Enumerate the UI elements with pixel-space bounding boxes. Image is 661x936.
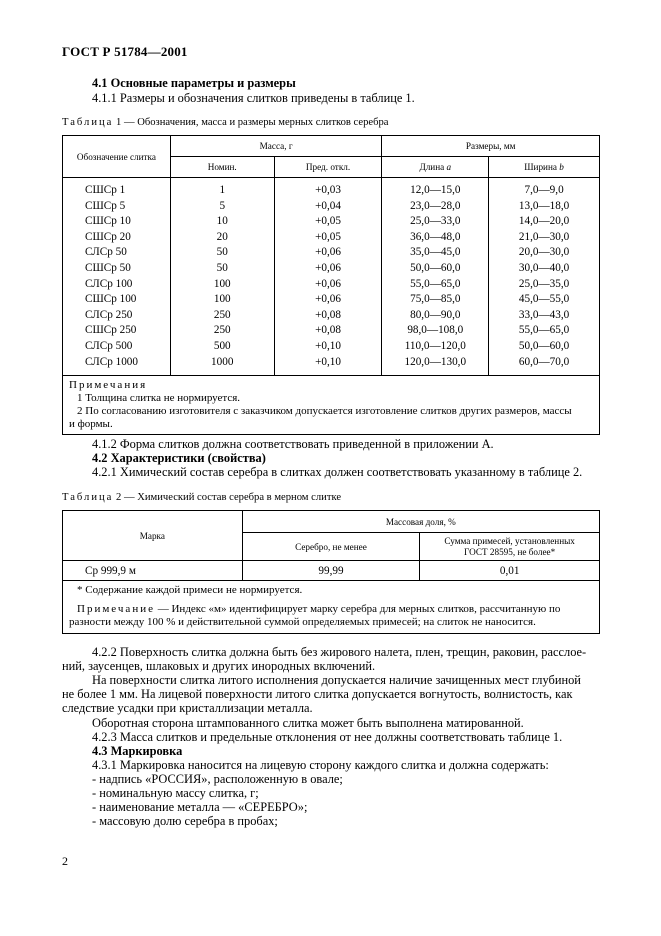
t1-header-tolerance: Пред. откл. bbox=[274, 157, 382, 178]
t2-cell-silver: 99,99 bbox=[242, 561, 420, 581]
para-4-2-2-line1: 4.2.2 Поверхность слитка должна быть без жирового налета, плен, трещин, раковин, расслое- bbox=[92, 645, 587, 659]
t1-cell-length: 55,0—65,0 bbox=[382, 277, 489, 293]
t1-cell-tolerance: +0,08 bbox=[274, 323, 382, 339]
t1-cell-width: 25,0—35,0 bbox=[489, 277, 600, 293]
bullet-item: - массовую долю серебра в пробах; bbox=[92, 814, 278, 828]
t1-cell-designation: СЛСр 500 bbox=[63, 339, 171, 355]
t1-cell-nominal: 20 bbox=[170, 230, 274, 246]
t2-note-line2: разности между 100 % и действительной суммой определяемых примесей; на слиток не наносится. bbox=[69, 616, 536, 628]
table-row bbox=[63, 308, 600, 324]
t1-cell-width: 20,0—30,0 bbox=[489, 245, 600, 261]
t1-cell-length: 50,0—60,0 bbox=[382, 261, 489, 277]
t1-cell-tolerance: +0,06 bbox=[274, 292, 382, 308]
t1-cell-length: 110,0—120,0 bbox=[382, 339, 489, 355]
t1-cell-designation: СЛСр 1000 bbox=[63, 355, 171, 376]
t2-footnote: * Содержание каждой примеси не нормируется. bbox=[77, 584, 303, 596]
t1-cell-width: 14,0—20,0 bbox=[489, 214, 600, 230]
table-row bbox=[63, 199, 600, 215]
t1-note-2a: 2 По согласованию изготовителя с заказчиком допускается изготовление слитков других размеров, массы bbox=[77, 405, 572, 418]
para-cast-line1: На поверхности слитка литого исполнения допускается наличие зачищенных мест глубиной bbox=[92, 673, 581, 687]
table-1 bbox=[62, 135, 600, 435]
t1-header-designation: Обозначение слитка bbox=[63, 136, 171, 178]
t1-cell-length: 36,0—48,0 bbox=[382, 230, 489, 246]
table-row bbox=[63, 339, 600, 355]
section-4-2-title: 4.2 Характеристики (свойства) bbox=[92, 451, 266, 465]
table-row bbox=[63, 292, 600, 308]
t1-cell-length: 80,0—90,0 bbox=[382, 308, 489, 324]
t2-header-mark: Марка bbox=[63, 511, 243, 561]
t2-header-impurities bbox=[420, 533, 600, 561]
t2-note-line1 bbox=[69, 603, 593, 616]
t1-cell-designation: СШСр 20 bbox=[63, 230, 171, 246]
t2-cell-mark: Ср 999,9 м bbox=[63, 561, 243, 581]
table-row bbox=[63, 277, 600, 293]
t1-notes-label: Примечания bbox=[69, 379, 148, 392]
document-header: ГОСТ Р 51784—2001 bbox=[62, 44, 188, 59]
t1-body bbox=[63, 178, 600, 376]
variable-letter: b bbox=[559, 162, 564, 172]
t2-note-text-a: — Индекс «м» идентифицирует марку серебра для мерных слитков, рассчитанную по bbox=[154, 603, 561, 615]
t1-cell-designation: СЛСр 100 bbox=[63, 277, 171, 293]
section-4-1-title: 4.1 Основные параметры и размеры bbox=[92, 76, 296, 90]
para-cast-line3: следствие усадки при кристаллизации металла. bbox=[62, 701, 313, 715]
t1-cell-length: 120,0—130,0 bbox=[382, 355, 489, 376]
t1-cell-width: 30,0—40,0 bbox=[489, 261, 600, 277]
t1-cell-tolerance: +0,04 bbox=[274, 199, 382, 215]
table2-caption-label: Таблица bbox=[62, 492, 114, 503]
t2-header-silver: Серебро, не менее bbox=[242, 533, 420, 561]
t1-cell-nominal: 50 bbox=[170, 245, 274, 261]
t1-cell-nominal: 50 bbox=[170, 261, 274, 277]
t1-cell-length: 12,0—15,0 bbox=[382, 178, 489, 199]
t1-cell-nominal: 100 bbox=[170, 292, 274, 308]
t1-cell-width: 7,0—9,0 bbox=[489, 178, 600, 199]
t1-cell-nominal: 1 bbox=[170, 178, 274, 199]
t1-cell-length: 75,0—85,0 bbox=[382, 292, 489, 308]
t1-cell-width: 55,0—65,0 bbox=[489, 323, 600, 339]
table-row bbox=[63, 261, 600, 277]
t1-cell-width: 33,0—43,0 bbox=[489, 308, 600, 324]
t1-notes bbox=[63, 376, 600, 435]
t1-header-nominal: Номин. bbox=[170, 157, 274, 178]
para-4-2-2-line2: ний, заусенцев, шлаковых и других инородных включений. bbox=[62, 659, 376, 673]
t1-cell-nominal: 250 bbox=[170, 323, 274, 339]
t1-cell-length: 25,0—33,0 bbox=[382, 214, 489, 230]
t2-header-impurities-line2: ГОСТ 28595, не более* bbox=[464, 546, 556, 557]
para-4-2-3: 4.2.3 Масса слитков и предельные отклонения от нее должны соответствовать таблице 1. bbox=[92, 730, 563, 744]
t1-cell-width: 60,0—70,0 bbox=[489, 355, 600, 376]
t1-header-width: Ширина b bbox=[489, 157, 600, 178]
table-row bbox=[63, 230, 600, 246]
t1-cell-designation: СЛСр 250 bbox=[63, 308, 171, 324]
page-number: 2 bbox=[62, 854, 68, 868]
t1-cell-designation: СШСр 50 bbox=[63, 261, 171, 277]
t1-cell-nominal: 250 bbox=[170, 308, 274, 324]
t1-cell-length: 98,0—108,0 bbox=[382, 323, 489, 339]
t1-cell-tolerance: +0,10 bbox=[274, 355, 382, 376]
table1-caption-text: 1 — Обозначения, масса и размеры мерных слитков серебра bbox=[116, 117, 389, 128]
t2-cell-impurities: 0,01 bbox=[420, 561, 600, 581]
t1-cell-designation: СШСр 100 bbox=[63, 292, 171, 308]
t1-cell-tolerance: +0,08 bbox=[274, 308, 382, 324]
para-cast-line2: не более 1 мм. На лицевой поверхности литого слитка допускается вогнутость, волнистость, как bbox=[62, 687, 573, 701]
t1-cell-tolerance: +0,06 bbox=[274, 277, 382, 293]
t1-note-2b: и формы. bbox=[69, 418, 113, 431]
table-row bbox=[63, 178, 600, 199]
t1-cell-nominal: 1000 bbox=[170, 355, 274, 376]
table1-caption bbox=[62, 117, 388, 128]
t2-header-mass-fraction: Массовая доля, % bbox=[242, 511, 599, 533]
t1-header-mass: Масса, г bbox=[170, 136, 382, 157]
t2-header-impurities-line1: Сумма примесей, установленных bbox=[444, 535, 575, 546]
bullet-item: - надпись «РОССИЯ», расположенную в овале; bbox=[92, 772, 343, 786]
t1-cell-tolerance: +0,06 bbox=[274, 261, 382, 277]
bullet-item: - наименование металла — «СЕРЕБРО»; bbox=[92, 800, 308, 814]
t1-cell-designation: СШСр 1 bbox=[63, 178, 171, 199]
t1-cell-nominal: 5 bbox=[170, 199, 274, 215]
t1-cell-tolerance: +0,06 bbox=[274, 245, 382, 261]
para-4-1-2: 4.1.2 Форма слитков должна соответствовать приведенной в приложении А. bbox=[92, 437, 494, 451]
t1-cell-tolerance: +0,05 bbox=[274, 214, 382, 230]
table2-caption bbox=[62, 492, 341, 503]
table-row bbox=[63, 323, 600, 339]
t1-cell-width: 13,0—18,0 bbox=[489, 199, 600, 215]
t1-note-1: 1 Толщина слитка не нормируется. bbox=[77, 392, 241, 405]
variable-letter: a bbox=[446, 162, 452, 172]
t1-cell-nominal: 100 bbox=[170, 277, 274, 293]
table-row bbox=[63, 214, 600, 230]
t2-note-label: Примечание bbox=[77, 603, 155, 615]
t2-notes bbox=[63, 581, 600, 634]
t1-cell-designation: СШСр 10 bbox=[63, 214, 171, 230]
t1-cell-designation: СЛСр 50 bbox=[63, 245, 171, 261]
t1-cell-length: 23,0—28,0 bbox=[382, 199, 489, 215]
t1-cell-tolerance: +0,05 bbox=[274, 230, 382, 246]
section-4-3-title: 4.3 Маркировка bbox=[92, 744, 183, 758]
t1-cell-designation: СШСр 5 bbox=[63, 199, 171, 215]
t1-cell-length: 35,0—45,0 bbox=[382, 245, 489, 261]
t1-cell-width: 50,0—60,0 bbox=[489, 339, 600, 355]
para-4-2-1: 4.2.1 Химический состав серебра в слитках должен соответствовать указанному в таблице 2. bbox=[92, 465, 583, 479]
para-4-3-1: 4.3.1 Маркировка наносится на лицевую сторону каждого слитка и должна содержать: bbox=[92, 758, 549, 772]
t1-cell-tolerance: +0,03 bbox=[274, 178, 382, 199]
t1-cell-nominal: 10 bbox=[170, 214, 274, 230]
t1-cell-designation: СШСр 250 bbox=[63, 323, 171, 339]
para-4-1-1: 4.1.1 Размеры и обозначения слитков приведены в таблице 1. bbox=[92, 91, 415, 105]
t1-cell-tolerance: +0,10 bbox=[274, 339, 382, 355]
table1-caption-label: Таблица bbox=[62, 117, 114, 128]
t1-cell-width: 21,0—30,0 bbox=[489, 230, 600, 246]
bullet-item: - номинальную массу слитка, г; bbox=[92, 786, 259, 800]
t1-cell-nominal: 500 bbox=[170, 339, 274, 355]
table-2 bbox=[62, 510, 600, 634]
table2-caption-text: 2 — Химический состав серебра в мерном слитке bbox=[116, 492, 342, 503]
t1-header-dimensions: Размеры, мм bbox=[382, 136, 600, 157]
para-stamp: Оборотная сторона штампованного слитка может быть выполнена матированной. bbox=[92, 716, 524, 730]
table-row bbox=[63, 355, 600, 376]
t1-header-length: Длина a bbox=[382, 157, 489, 178]
t1-cell-width: 45,0—55,0 bbox=[489, 292, 600, 308]
table-row bbox=[63, 245, 600, 261]
